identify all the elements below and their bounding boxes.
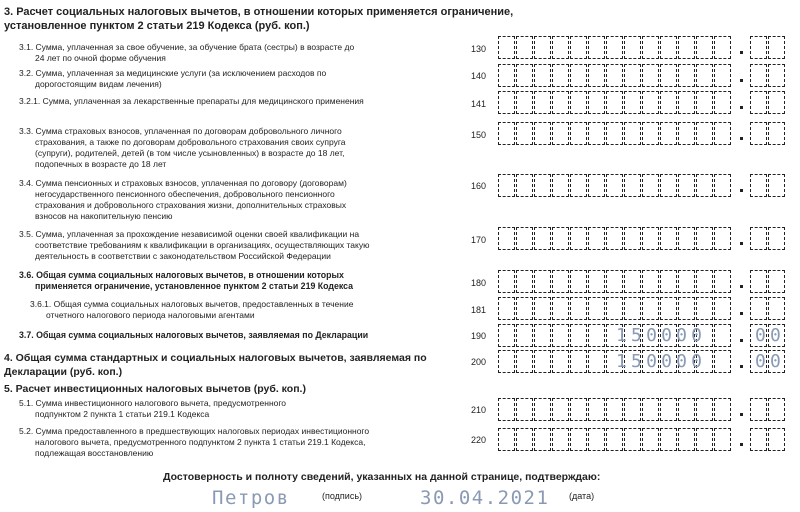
ruble-cell[interactable] [642,227,659,250]
decimal-point [740,312,743,315]
row-220-label: 5.2. Сумма предоставленного в предшествующих налоговых периодах инвестиционного налогового вычета, предусмотренного подпунктом 2 пункта 1 статьи 219.1 Кодекса, подлежащая восстановлению [19,426,370,458]
decimal-point [740,189,743,192]
code-130: 130 [471,44,487,54]
ruble-cell[interactable] [570,91,587,114]
ruble-cell[interactable] [624,36,641,59]
row-170-label: 3.5. Сумма, уплаченная за прохождение независимой оценки своей квалификации на соответствие требованиям к квалификации в организациях, осуществляющих такую деятельность в соответствии с законодательством Российской Федерации [19,229,370,261]
kopeck-cell[interactable] [768,428,785,451]
ruble-cell[interactable] [696,36,713,59]
kopeck-cell[interactable] [768,122,785,145]
decimal-point [740,285,743,288]
ruble-cell[interactable] [714,36,731,59]
ruble-cell[interactable] [570,174,587,197]
ruble-cell[interactable] [714,398,731,421]
ruble-cell[interactable] [660,91,677,114]
ruble-cell[interactable] [606,297,623,320]
ruble-cell[interactable] [642,122,659,145]
ruble-cell[interactable] [714,270,731,293]
code-210: 210 [471,405,487,415]
row-181-label: 3.6.1. Общая сумма социальных налоговых вычетов, предоставленных в течение отчетного налогового периода налоговыми агентами [30,299,354,320]
ruble-cell[interactable] [624,64,641,87]
code-190: 190 [471,331,487,341]
decimal-point [740,365,743,368]
ruble-cell[interactable] [714,91,731,114]
ruble-cell[interactable] [552,398,569,421]
ruble-cell[interactable] [678,122,695,145]
ruble-cell[interactable] [606,428,623,451]
code-180: 180 [471,278,487,288]
kopeck-cell[interactable] [750,227,767,250]
ruble-cell[interactable] [588,227,605,250]
value-190-kopecks: 00 [755,325,786,346]
ruble-cell[interactable] [642,398,659,421]
kopeck-cell[interactable] [750,64,767,87]
ruble-cell[interactable] [696,227,713,250]
date-value: 30.04.2021 [420,487,550,509]
ruble-cell[interactable] [678,227,695,250]
row-150-label: 3.3. Сумма страховых взносов, уплаченная по договорам добровольного личного страхования, а также по договорам добровольного страхования своих супруга (супруги), родителей, детей (в том числе усыновленных) в возрасте до 18 лет, подопечных в возрасте до 18 лет [19,126,346,169]
ruble-cell[interactable] [606,36,623,59]
ruble-cell[interactable] [588,350,605,373]
ruble-cell[interactable] [570,270,587,293]
ruble-cell[interactable] [552,324,569,347]
ruble-cell[interactable] [498,398,515,421]
kopeck-cell[interactable] [768,297,785,320]
code-150: 150 [471,130,487,140]
ruble-cell[interactable] [678,297,695,320]
kopeck-cell[interactable] [768,174,785,197]
ruble-cell[interactable] [660,297,677,320]
ruble-cell[interactable] [516,350,533,373]
kopeck-cell[interactable] [750,122,767,145]
ruble-cell[interactable] [534,91,551,114]
ruble-cell[interactable] [642,270,659,293]
ruble-cell[interactable] [678,36,695,59]
section-4-title-line1: 4. Общая сумма стандартных и социальных налоговых вычетов, заявляемая по [4,352,427,364]
ruble-cell[interactable] [606,227,623,250]
decimal-point [740,106,743,109]
ruble-cell[interactable] [588,428,605,451]
code-140: 140 [471,71,487,81]
kopeck-cell[interactable] [768,36,785,59]
ruble-cell[interactable] [588,36,605,59]
row-130-label: 3.1. Сумма, уплаченная за свое обучение, за обучение брата (сестры) в возрасте до 24 лет по очной форме обучения [19,42,355,63]
ruble-cell[interactable] [642,64,659,87]
ruble-cell[interactable] [642,428,659,451]
ruble-cell[interactable] [534,297,551,320]
ruble-cell[interactable] [714,297,731,320]
ruble-cell[interactable] [534,428,551,451]
ruble-cell[interactable] [552,350,569,373]
ruble-cell[interactable] [642,174,659,197]
kopeck-cell[interactable] [768,64,785,87]
ruble-cell[interactable] [624,174,641,197]
decimal-point [740,51,743,54]
ruble-cell[interactable] [678,91,695,114]
ruble-cell[interactable] [660,64,677,87]
decimal-point [740,79,743,82]
ruble-cell[interactable] [588,270,605,293]
kopeck-cell[interactable] [750,91,767,114]
ruble-cell[interactable] [570,350,587,373]
ruble-cell[interactable] [678,174,695,197]
ruble-cell[interactable] [570,398,587,421]
ruble-cell[interactable] [552,297,569,320]
ruble-cell[interactable] [714,350,731,373]
ruble-cell[interactable] [552,428,569,451]
ruble-cell[interactable] [498,324,515,347]
ruble-cell[interactable] [606,122,623,145]
ruble-cell[interactable] [660,398,677,421]
ruble-cell[interactable] [552,227,569,250]
ruble-cell[interactable] [498,64,515,87]
ruble-cell[interactable] [696,64,713,87]
ruble-cell[interactable] [606,64,623,87]
ruble-cell[interactable] [678,270,695,293]
ruble-cell[interactable] [498,91,515,114]
ruble-cell[interactable] [696,270,713,293]
ruble-cell[interactable] [498,174,515,197]
row-141-label: 3.2.1. Сумма, уплаченная за лекарственные препараты для медицинского применения [19,96,364,106]
ruble-cell[interactable] [678,64,695,87]
ruble-cell[interactable] [624,122,641,145]
ruble-cell[interactable] [552,174,569,197]
ruble-cell[interactable] [588,122,605,145]
ruble-cell[interactable] [588,64,605,87]
ruble-cell[interactable] [570,428,587,451]
ruble-cell[interactable] [498,270,515,293]
decimal-point [740,339,743,342]
ruble-cell[interactable] [534,350,551,373]
ruble-cell[interactable] [570,64,587,87]
ruble-cell[interactable] [534,270,551,293]
row-210-label: 5.1. Сумма инвестиционного налогового вычета, предусмотренного подпунктом 2 пункта 1 статьи 219.1 Кодекса [19,398,287,419]
code-160: 160 [471,181,487,191]
kopeck-cell[interactable] [750,270,767,293]
ruble-cell[interactable] [570,122,587,145]
ruble-cell[interactable] [552,270,569,293]
ruble-cell[interactable] [588,174,605,197]
kopeck-cell[interactable] [768,398,785,421]
section-5-title: 5. Расчет инвестиционных налоговых вычетов (руб. коп.) [4,383,306,395]
ruble-cell[interactable] [642,297,659,320]
ruble-cell[interactable] [696,122,713,145]
kopeck-cell[interactable] [750,398,767,421]
row-160-label: 3.4. Сумма пенсионных и страховых взносов, уплаченная по договору (договорам) негосударственного пенсионного обеспечения, добровольного пенсионного страхования и добровольного страхования жизни, дополнительных страховых взносов на накопительную пенсию [19,178,347,221]
ruble-cell[interactable] [660,36,677,59]
ruble-cell[interactable] [534,398,551,421]
ruble-cell[interactable] [534,174,551,197]
kopeck-cell[interactable] [768,270,785,293]
row-190-label: 3.7. Общая сумма социальных налоговых вычетов, заявляемая по Декларации [19,330,369,340]
ruble-cell[interactable] [624,297,641,320]
ruble-cell[interactable] [606,398,623,421]
signature-value: Петров [212,487,290,509]
ruble-cell[interactable] [516,36,533,59]
ruble-cell[interactable] [714,174,731,197]
ruble-cell[interactable] [624,227,641,250]
ruble-cell[interactable] [624,428,641,451]
certification-text: Достоверность и полноту сведений, указанных на данной странице, подтверждаю: [163,471,601,483]
ruble-cell[interactable] [660,227,677,250]
ruble-cell[interactable] [534,227,551,250]
ruble-cell[interactable] [714,324,731,347]
decimal-point [740,242,743,245]
ruble-cell[interactable] [516,122,533,145]
ruble-cell[interactable] [552,64,569,87]
ruble-cell[interactable] [534,324,551,347]
ruble-cell[interactable] [696,428,713,451]
ruble-cell[interactable] [552,91,569,114]
ruble-cell[interactable] [714,122,731,145]
ruble-cell[interactable] [588,297,605,320]
ruble-cell[interactable] [516,174,533,197]
ruble-cell[interactable] [714,64,731,87]
ruble-cell[interactable] [552,36,569,59]
value-190-rubles: 150000 [616,325,707,346]
ruble-cell[interactable] [498,122,515,145]
ruble-cell[interactable] [498,428,515,451]
row-140-label: 3.2. Сумма, уплаченная за медицинские услуги (за исключением расходов по дорогостоящим видам лечения) [19,68,327,89]
kopeck-cell[interactable] [750,428,767,451]
ruble-cell[interactable] [570,324,587,347]
ruble-cell[interactable] [516,324,533,347]
ruble-cell[interactable] [696,297,713,320]
ruble-cell[interactable] [606,270,623,293]
code-181: 181 [471,305,487,315]
date-label: (дата) [569,491,595,501]
ruble-cell[interactable] [534,122,551,145]
ruble-cell[interactable] [498,227,515,250]
ruble-cell[interactable] [516,64,533,87]
ruble-cell[interactable] [678,398,695,421]
ruble-cell[interactable] [570,36,587,59]
code-141: 141 [471,99,487,109]
kopeck-cell[interactable] [768,91,785,114]
ruble-cell[interactable] [534,64,551,87]
ruble-cell[interactable] [570,297,587,320]
row-180-label: 3.6. Общая сумма социальных налоговых вычетов, в отношении которых применяется ограничение, установленное пунктом 2 статьи 219 Кодекса [19,270,354,291]
ruble-cell[interactable] [624,398,641,421]
ruble-cell[interactable] [606,91,623,114]
kopeck-cell[interactable] [768,227,785,250]
ruble-cell[interactable] [516,428,533,451]
ruble-cell[interactable] [516,91,533,114]
code-220: 220 [471,435,487,445]
ruble-cell[interactable] [642,91,659,114]
code-200: 200 [471,357,487,367]
section-4-title-line2: Декларации (руб. коп.) [4,366,123,378]
ruble-cell[interactable] [516,227,533,250]
decimal-point [740,137,743,140]
ruble-cell[interactable] [534,36,551,59]
ruble-cell[interactable] [714,428,731,451]
ruble-cell[interactable] [714,227,731,250]
value-200-rubles: 150000 [616,351,707,372]
ruble-cell[interactable] [696,91,713,114]
section-3-title-line1: 3. Расчет социальных налоговых вычетов, в отношении которых применяется ограничение, [4,6,514,18]
value-200-kopecks: 00 [755,351,786,372]
ruble-cell[interactable] [570,227,587,250]
decimal-point [740,443,743,446]
signature-label: (подпись) [322,491,363,501]
decimal-point [740,413,743,416]
ruble-cell[interactable] [516,270,533,293]
ruble-cell[interactable] [498,350,515,373]
ruble-cell[interactable] [516,297,533,320]
ruble-cell[interactable] [660,428,677,451]
ruble-cell[interactable] [696,398,713,421]
ruble-cell[interactable] [516,398,533,421]
ruble-cell[interactable] [642,36,659,59]
kopeck-cell[interactable] [750,297,767,320]
code-170: 170 [471,235,487,245]
ruble-cell[interactable] [588,324,605,347]
ruble-cell[interactable] [498,36,515,59]
ruble-cell[interactable] [660,174,677,197]
ruble-cell[interactable] [606,174,623,197]
ruble-cell[interactable] [660,270,677,293]
ruble-cell[interactable] [624,270,641,293]
ruble-cell[interactable] [498,297,515,320]
ruble-cell[interactable] [624,91,641,114]
ruble-cell[interactable] [660,122,677,145]
section-3-title-line2: установленное пунктом 2 статьи 219 Кодекса (руб. коп.) [4,20,310,32]
kopeck-cell[interactable] [750,174,767,197]
ruble-cell[interactable] [696,174,713,197]
kopeck-cell[interactable] [750,36,767,59]
ruble-cell[interactable] [588,91,605,114]
ruble-cell[interactable] [588,398,605,421]
ruble-cell[interactable] [678,428,695,451]
ruble-cell[interactable] [552,122,569,145]
